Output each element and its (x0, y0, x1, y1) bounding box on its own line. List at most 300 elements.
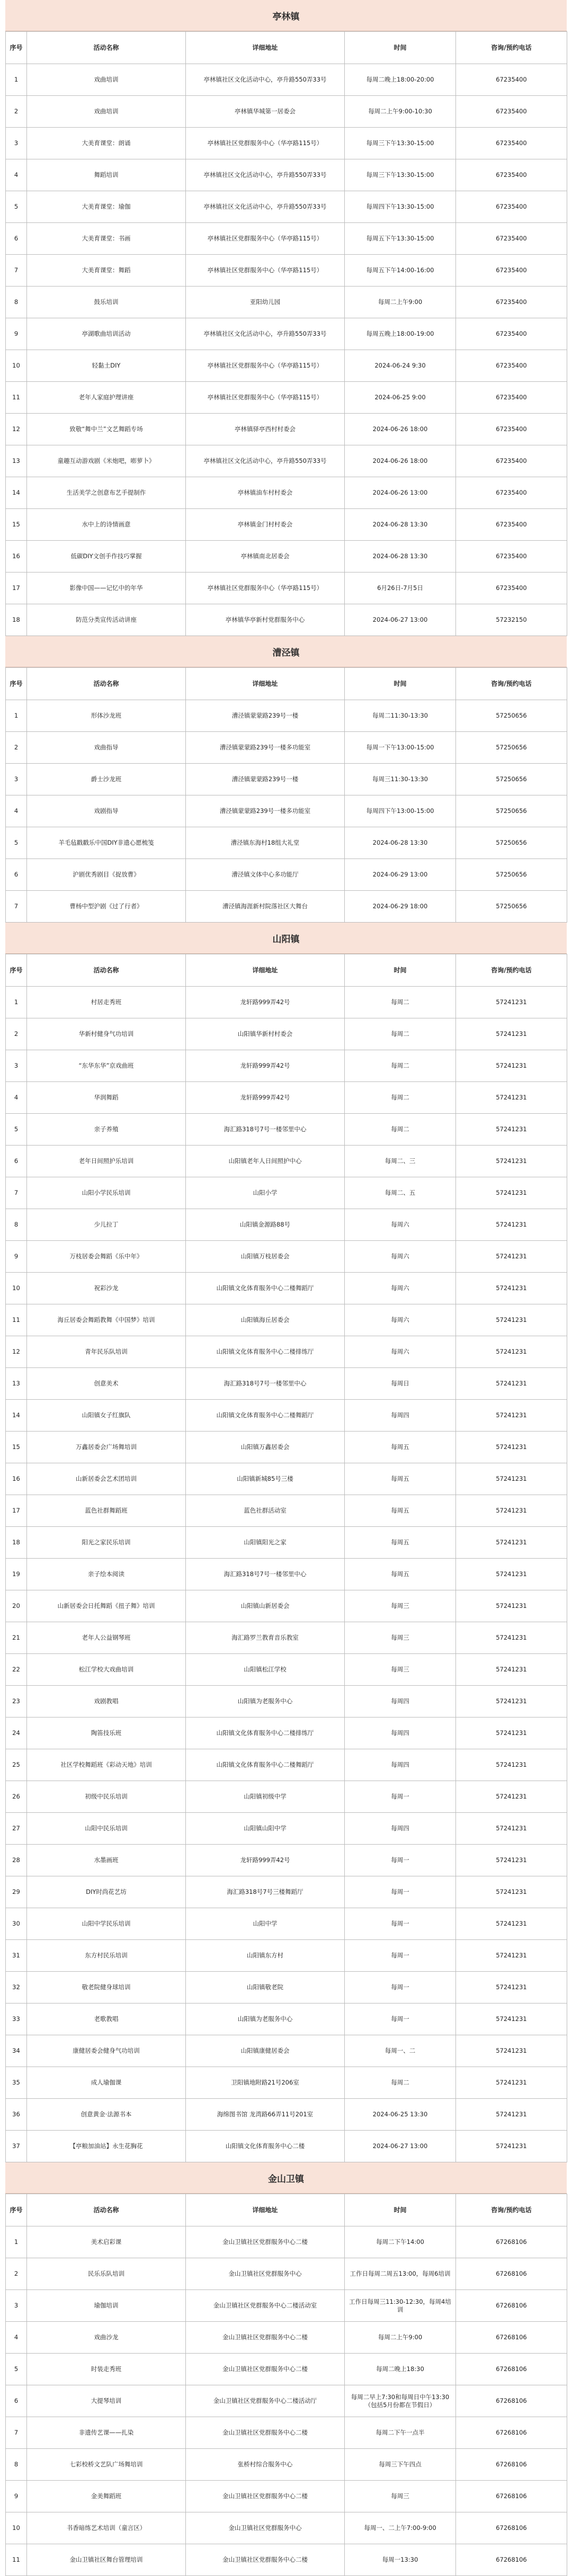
phone-cell: 67235400 (456, 287, 567, 318)
address-cell: 山阳镇文化体育服务中心二楼舞蹈厅 (186, 1749, 345, 1781)
time-cell: 每周五 (345, 1463, 456, 1495)
time-cell: 每周三 (345, 1654, 456, 1686)
row-number-cell: 6 (6, 859, 27, 891)
row-number-cell: 5 (6, 1114, 27, 1146)
address-cell: 亭林镇华城第一居委会 (186, 96, 345, 128)
row-number-cell: 3 (6, 2290, 27, 2322)
table-row (6, 1336, 567, 1368)
table-row (6, 1749, 567, 1781)
activity-name-cell: 山阳小学民乐培训 (27, 1177, 186, 1209)
table-row (6, 987, 567, 1018)
activity-name-cell: 村居走秀班 (27, 987, 186, 1018)
section-title: 亭林镇 (5, 0, 567, 31)
phone-cell: 67268106 (456, 2544, 567, 2576)
address-cell: 山阳镇阳光之家 (186, 1527, 345, 1559)
table-row (6, 1845, 567, 1876)
time-cell: 每周五 (345, 1432, 456, 1463)
address-cell: 亭林镇驿亭西村村委会 (186, 414, 345, 445)
phone-cell: 57241231 (456, 1495, 567, 1527)
row-number-cell: 6 (6, 223, 27, 255)
row-number-cell: 16 (6, 541, 27, 573)
activity-name-cell: 金美舞蹈班 (27, 2481, 186, 2512)
address-cell: 龙轩路999弄42号 (186, 1050, 345, 1082)
time-cell: 每周六 (345, 1304, 456, 1336)
column-header-time: 时间 (345, 954, 456, 987)
table-row (6, 1876, 567, 1908)
activity-name-cell: 沪剧优秀剧目《捉放曹》 (27, 859, 186, 891)
phone-cell: 57241231 (456, 1686, 567, 1718)
row-number-cell: 17 (6, 573, 27, 604)
table-row (6, 1622, 567, 1654)
phone-cell: 57241231 (456, 1177, 567, 1209)
column-header-address: 详细地址 (186, 954, 345, 987)
address-cell: 金山卫镇社区党群服务中心 (186, 2258, 345, 2290)
time-cell: 2024-06-28 13:30 (345, 509, 456, 541)
time-cell: 每周三下午13:30-15:00 (345, 128, 456, 159)
row-number-cell: 31 (6, 1940, 27, 1972)
row-number-cell: 27 (6, 1813, 27, 1845)
time-cell: 每周二 (345, 1050, 456, 1082)
address-cell: 山阳镇为老服务中心 (186, 1686, 345, 1718)
phone-cell: 57241231 (456, 1718, 567, 1749)
row-number-cell: 2 (6, 732, 27, 764)
phone-cell: 57241231 (456, 1876, 567, 1908)
time-cell: 6月26日-7月5日 (345, 573, 456, 604)
phone-cell: 57241231 (456, 1559, 567, 1590)
activity-name-cell: 美术启彩课 (27, 2226, 186, 2258)
phone-cell: 57241231 (456, 1940, 567, 1972)
address-cell: 亭林镇社区党群服务中心（华亭路115号） (186, 255, 345, 287)
time-cell: 每周一 (345, 2003, 456, 2035)
activity-name-cell: 老年人公益钢琴班 (27, 1622, 186, 1654)
activity-name-cell: 羊毛毡戳戳乐中国DIY非遗心愿梳笺 (27, 827, 186, 859)
row-number-cell: 5 (6, 827, 27, 859)
row-number-cell: 26 (6, 1781, 27, 1813)
address-cell: 山阳镇为老服务中心 (186, 2003, 345, 2035)
phone-cell: 57241231 (456, 1845, 567, 1876)
address-cell: 漕泾镇东海村18组大礼堂 (186, 827, 345, 859)
phone-cell: 57241231 (456, 1622, 567, 1654)
row-number-cell: 13 (6, 445, 27, 477)
phone-cell: 57241231 (456, 1018, 567, 1050)
phone-cell: 67235400 (456, 223, 567, 255)
row-number-cell: 21 (6, 1622, 27, 1654)
time-cell: 每周四 (345, 1813, 456, 1845)
activity-name-cell: 敬老院健身球培训 (27, 1972, 186, 2003)
column-header-address: 详细地址 (186, 32, 345, 64)
time-cell: 每周二、三 (345, 1146, 456, 1177)
activity-name-cell: 老年人家庭护理讲座 (27, 382, 186, 414)
time-cell: 每周二上午9:00 (345, 2322, 456, 2354)
time-cell: 每周五 (345, 1495, 456, 1527)
phone-cell: 57241231 (456, 1336, 567, 1368)
table-row (6, 1590, 567, 1622)
table-row (6, 732, 567, 764)
address-cell: 山阳镇东方村 (186, 1940, 345, 1972)
activity-name-cell: 少儿拉丁 (27, 1209, 186, 1241)
table-row (6, 382, 567, 414)
address-cell: 亭林镇社区党群服务中心（华亭路115号） (186, 573, 345, 604)
table-row (6, 1940, 567, 1972)
activity-name-cell: 万枝居委会舞蹈《乐中年》 (27, 1241, 186, 1273)
table-row (6, 2003, 567, 2035)
column-header-address: 详细地址 (186, 2194, 345, 2226)
address-cell: 山阳镇万鑫居委会 (186, 1432, 345, 1463)
phone-cell: 67268106 (456, 2512, 567, 2544)
table-row (6, 1654, 567, 1686)
activity-name-cell: 金山卫镇社区舞台管理培训 (27, 2544, 186, 2576)
row-number-cell: 19 (6, 1559, 27, 1590)
phone-cell: 57241231 (456, 1813, 567, 1845)
row-number-cell: 7 (6, 1177, 27, 1209)
row-number-cell: 35 (6, 2067, 27, 2099)
table-row (6, 1368, 567, 1400)
activity-name-cell: 防范分类宣传活动讲座 (27, 604, 186, 636)
row-number-cell: 1 (6, 64, 27, 96)
phone-cell: 57241231 (456, 1241, 567, 1273)
phone-cell: 57241231 (456, 1082, 567, 1114)
activity-name-cell: 蓝色社群舞蹈班 (27, 1495, 186, 1527)
time-cell: 每周二 (345, 987, 456, 1018)
address-cell: 金山卫镇社区党群服务中心二楼 (186, 2322, 345, 2354)
time-cell: 每周四下午13:30-15:00 (345, 191, 456, 223)
address-cell: 金山卫镇社区党群服务中心 (186, 2512, 345, 2544)
table-row (6, 891, 567, 923)
time-cell: 每周四下午13:00-15:00 (345, 795, 456, 827)
activity-name-cell: 老歌教唱 (27, 2003, 186, 2035)
address-cell: 山阳镇山阳中学 (186, 1813, 345, 1845)
phone-cell: 57250656 (456, 891, 567, 923)
activity-name-cell: 七彩校桥文艺队广场舞培训 (27, 2449, 186, 2481)
address-cell: 亭林镇社区文化活动中心，亭升路550弄33号 (186, 318, 345, 350)
section-title: 金山卫镇 (5, 2162, 567, 2194)
time-cell: 每周二11:30-13:30 (345, 700, 456, 732)
activity-name-cell: 爵士沙龙班 (27, 764, 186, 795)
time-cell: 每周二晚上18:30 (345, 2354, 456, 2385)
address-cell: 亭林镇社区党群服务中心（华亭路115号） (186, 128, 345, 159)
phone-cell: 67235400 (456, 96, 567, 128)
row-number-cell: 29 (6, 1876, 27, 1908)
time-cell: 工作日每周二周五13:00，每周6培训 (345, 2258, 456, 2290)
activity-name-cell: 戏曲培训 (27, 64, 186, 96)
row-number-cell: 7 (6, 891, 27, 923)
address-cell: 亭林镇社区文化活动中心，亭升路550弄33号 (186, 445, 345, 477)
address-cell: 山阳镇康健居委会 (186, 2035, 345, 2067)
address-cell: 海汇路318号7号一楼邻里中心 (186, 1114, 345, 1146)
address-cell: 金山卫镇社区党群服务中心二楼 (186, 2354, 345, 2385)
address-cell: 海汇路318号7号三楼舞蹈厅 (186, 1876, 345, 1908)
row-number-cell: 12 (6, 1336, 27, 1368)
table-row (6, 2099, 567, 2131)
address-cell: 山阳镇文化体育服务中心二楼排练厅 (186, 1336, 345, 1368)
address-cell: 海汇路318号7号一楼邻里中心 (186, 1559, 345, 1590)
activity-name-cell: 水墨画班 (27, 1845, 186, 1876)
table-header-row (6, 668, 567, 700)
address-cell: 亭林镇油车村村委会 (186, 477, 345, 509)
phone-cell: 57250656 (456, 827, 567, 859)
column-header-phone: 咨询/预约电话 (456, 954, 567, 987)
table-row (6, 573, 567, 604)
column-header-activity-name: 活动名称 (27, 668, 186, 700)
table-row (6, 2067, 567, 2099)
address-cell: 亭林镇社区文化活动中心，亭升路550弄33号 (186, 191, 345, 223)
table-row (6, 445, 567, 477)
phone-cell: 57241231 (456, 1590, 567, 1622)
column-header-row-number: 序号 (6, 32, 27, 64)
table-row (6, 1908, 567, 1940)
time-cell: 每周一 (345, 1845, 456, 1876)
address-cell: 海汇路罗兰教育音乐教室 (186, 1622, 345, 1654)
activity-table (5, 2194, 567, 2576)
row-number-cell: 2 (6, 1018, 27, 1050)
table-row (6, 1813, 567, 1845)
time-cell: 每周五晚上18:00-19:00 (345, 318, 456, 350)
row-number-cell: 15 (6, 509, 27, 541)
row-number-cell: 32 (6, 1972, 27, 2003)
activity-name-cell: 山阳中学民乐培训 (27, 1908, 186, 1940)
time-cell: 每周三 (345, 1590, 456, 1622)
table-row (6, 414, 567, 445)
time-cell: 2024-06-28 13:30 (345, 827, 456, 859)
table-row (6, 795, 567, 827)
activity-name-cell: 山阳中民乐培训 (27, 1813, 186, 1845)
column-header-phone: 咨询/预约电话 (456, 668, 567, 700)
row-number-cell: 9 (6, 2481, 27, 2512)
activity-name-cell: “东华东华”京戏曲班 (27, 1050, 186, 1082)
address-cell: 张桥村综合服务中心 (186, 2449, 345, 2481)
time-cell: 2024-06-29 18:00 (345, 891, 456, 923)
activity-name-cell: 亭湖歌曲培训活动 (27, 318, 186, 350)
table-row (6, 764, 567, 795)
address-cell: 漕泾镇文体中心多功能厅 (186, 859, 345, 891)
activity-schedule-page (5, 0, 567, 2576)
activity-name-cell: 生活美学之创意布艺手提制作 (27, 477, 186, 509)
address-cell: 山阳镇金源路88号 (186, 1209, 345, 1241)
activity-name-cell: 大提琴培训 (27, 2385, 186, 2417)
table-row (6, 1432, 567, 1463)
row-number-cell: 33 (6, 2003, 27, 2035)
activity-name-cell: 成人瑜伽课 (27, 2067, 186, 2099)
table-row (6, 1559, 567, 1590)
phone-cell: 67235400 (456, 382, 567, 414)
phone-cell: 67235400 (456, 414, 567, 445)
column-header-activity-name: 活动名称 (27, 2194, 186, 2226)
row-number-cell: 34 (6, 2035, 27, 2067)
row-number-cell: 37 (6, 2131, 27, 2162)
activity-name-cell: 青年民乐队培训 (27, 1336, 186, 1368)
table-row (6, 287, 567, 318)
table-row (6, 1241, 567, 1273)
time-cell: 每周六 (345, 1273, 456, 1304)
activity-name-cell: 童趣互动游戏剧《米炮吧，嘭萝卜》 (27, 445, 186, 477)
table-row (6, 96, 567, 128)
activity-name-cell: 山新居委会日托舞蹈《扭子舞》培训 (27, 1590, 186, 1622)
phone-cell: 57241231 (456, 987, 567, 1018)
time-cell: 2024-06-25 9:00 (345, 382, 456, 414)
table-header-row (6, 2194, 567, 2226)
activity-name-cell: 非遗传艺课——扎染 (27, 2417, 186, 2449)
activity-name-cell: 戏曲沙龙 (27, 2322, 186, 2354)
address-cell: 山阳镇新城85号三楼 (186, 1463, 345, 1495)
time-cell: 每周一、二 (345, 2035, 456, 2067)
time-cell: 每周四 (345, 1718, 456, 1749)
address-cell: 山阳镇文化体育服务中心二楼 (186, 2131, 345, 2162)
row-number-cell: 4 (6, 1082, 27, 1114)
phone-cell: 57250656 (456, 764, 567, 795)
time-cell: 每周五下午14:00-16:00 (345, 255, 456, 287)
phone-cell: 57241231 (456, 2099, 567, 2131)
activity-table (5, 31, 567, 636)
table-row (6, 1972, 567, 2003)
row-number-cell: 5 (6, 2354, 27, 2385)
activity-name-cell: 山阳镇女子红旗队 (27, 1400, 186, 1432)
activity-name-cell: 创意美术 (27, 1368, 186, 1400)
phone-cell: 67235400 (456, 318, 567, 350)
phone-cell: 57241231 (456, 1209, 567, 1241)
time-cell: 每周二 (345, 2067, 456, 2099)
phone-cell: 67235400 (456, 445, 567, 477)
activity-name-cell: 万鑫居委会广场舞培训 (27, 1432, 186, 1463)
time-cell: 每周六 (345, 1336, 456, 1368)
phone-cell: 67268106 (456, 2481, 567, 2512)
row-number-cell: 24 (6, 1718, 27, 1749)
time-cell: 每周三下午四点 (345, 2449, 456, 2481)
activity-name-cell: 戏曲指导 (27, 732, 186, 764)
row-number-cell: 1 (6, 2226, 27, 2258)
phone-cell: 57241231 (456, 1304, 567, 1336)
time-cell: 每周一、二上午7:00-9:00 (345, 2512, 456, 2544)
activity-name-cell: 舞蹈培训 (27, 159, 186, 191)
column-header-phone: 咨询/预约电话 (456, 32, 567, 64)
time-cell: 每周一 (345, 1876, 456, 1908)
activity-name-cell: 松江学校大戏曲培训 (27, 1654, 186, 1686)
row-number-cell: 4 (6, 159, 27, 191)
table-row (6, 255, 567, 287)
address-cell: 山阳小学 (186, 1177, 345, 1209)
address-cell: 亭林镇南北居委会 (186, 541, 345, 573)
time-cell: 每周四 (345, 1749, 456, 1781)
time-cell: 每周三 (345, 1622, 456, 1654)
table-row (6, 2322, 567, 2354)
row-number-cell: 4 (6, 795, 27, 827)
table-row (6, 128, 567, 159)
phone-cell: 57241231 (456, 2067, 567, 2099)
phone-cell: 57241231 (456, 1400, 567, 1432)
activity-name-cell: 轻黏土DIY (27, 350, 186, 382)
activity-name-cell: 大美育课堂：瑜伽 (27, 191, 186, 223)
time-cell: 2024-06-29 13:00 (345, 859, 456, 891)
row-number-cell: 14 (6, 1400, 27, 1432)
activity-name-cell: 亲子绘本阅读 (27, 1559, 186, 1590)
phone-cell: 67268106 (456, 2449, 567, 2481)
row-number-cell: 6 (6, 1146, 27, 1177)
row-number-cell: 30 (6, 1908, 27, 1940)
table-row (6, 2449, 567, 2481)
table-row (6, 223, 567, 255)
activity-name-cell: DIY时尚花艺坊 (27, 1876, 186, 1908)
table-row (6, 2035, 567, 2067)
column-header-phone: 咨询/预约电话 (456, 2194, 567, 2226)
table-row (6, 1781, 567, 1813)
phone-cell: 57241231 (456, 2035, 567, 2067)
phone-cell: 57241231 (456, 1749, 567, 1781)
phone-cell: 57241231 (456, 1050, 567, 1082)
table-row (6, 2544, 567, 2576)
address-cell: 山阳镇文化体育服务中心二楼舞蹈厅 (186, 1400, 345, 1432)
address-cell: 山阳镇初级中学 (186, 1781, 345, 1813)
address-cell: 金山卫镇社区党群服务中心二楼 (186, 2481, 345, 2512)
activity-name-cell: 大美育课堂：朗诵 (27, 128, 186, 159)
column-header-address: 详细地址 (186, 668, 345, 700)
address-cell: 漕泾镇蒙蒙路239号一楼 (186, 700, 345, 732)
table-row (6, 1527, 567, 1559)
activity-name-cell: 海丘居委会舞蹈教舞《中国梦》培训 (27, 1304, 186, 1336)
table-row (6, 1495, 567, 1527)
table-row (6, 700, 567, 732)
table-row (6, 1146, 567, 1177)
time-cell: 每周五下午13:30-15:00 (345, 223, 456, 255)
activity-name-cell: 书香暗练艺术培训（童言区） (27, 2512, 186, 2544)
phone-cell: 67268106 (456, 2385, 567, 2417)
row-number-cell: 2 (6, 96, 27, 128)
activity-name-cell: 曹杨中型沪剧《过了行者》 (27, 891, 186, 923)
activity-name-cell: 戏剧指导 (27, 795, 186, 827)
address-cell: 亭林镇社区党群服务中心（华亭路115号） (186, 350, 345, 382)
activity-table (5, 667, 567, 923)
phone-cell: 57241231 (456, 1654, 567, 1686)
table-row (6, 1050, 567, 1082)
time-cell: 每周一 (345, 1781, 456, 1813)
table-row (6, 318, 567, 350)
row-number-cell: 7 (6, 2417, 27, 2449)
row-number-cell: 16 (6, 1463, 27, 1495)
row-number-cell: 9 (6, 1241, 27, 1273)
table-row (6, 2385, 567, 2417)
table-row (6, 2354, 567, 2385)
time-cell: 2024-06-28 13:30 (345, 541, 456, 573)
row-number-cell: 15 (6, 1432, 27, 1463)
row-number-cell: 9 (6, 318, 27, 350)
table-row (6, 1686, 567, 1718)
address-cell: 卫阳镇地附路21号206室 (186, 2067, 345, 2099)
phone-cell: 57241231 (456, 1527, 567, 1559)
table-row (6, 2512, 567, 2544)
phone-cell: 57250656 (456, 795, 567, 827)
time-cell: 每周一下午13:00-15:00 (345, 732, 456, 764)
row-number-cell: 17 (6, 1495, 27, 1527)
row-number-cell: 2 (6, 2258, 27, 2290)
phone-cell: 57250656 (456, 700, 567, 732)
row-number-cell: 10 (6, 350, 27, 382)
time-cell: 每周四 (345, 1400, 456, 1432)
address-cell: 山阳镇文化体育服务中心二楼舞蹈厅 (186, 1273, 345, 1304)
row-number-cell: 6 (6, 2385, 27, 2417)
activity-name-cell: 致敬“舞中兰”文艺舞蹈专场 (27, 414, 186, 445)
row-number-cell: 11 (6, 382, 27, 414)
table-row (6, 509, 567, 541)
activity-name-cell: 创意黄金·法源书本 (27, 2099, 186, 2131)
phone-cell: 57241231 (456, 1114, 567, 1146)
row-number-cell: 36 (6, 2099, 27, 2131)
row-number-cell: 13 (6, 1368, 27, 1400)
activity-name-cell: 民乐乐队培训 (27, 2258, 186, 2290)
phone-cell: 57250656 (456, 732, 567, 764)
time-cell: 每周五 (345, 1559, 456, 1590)
section-title: 山阳镇 (5, 923, 567, 954)
address-cell: 金山卫镇社区党群服务中心二楼活动厅 (186, 2385, 345, 2417)
table-row (6, 64, 567, 96)
row-number-cell: 23 (6, 1686, 27, 1718)
